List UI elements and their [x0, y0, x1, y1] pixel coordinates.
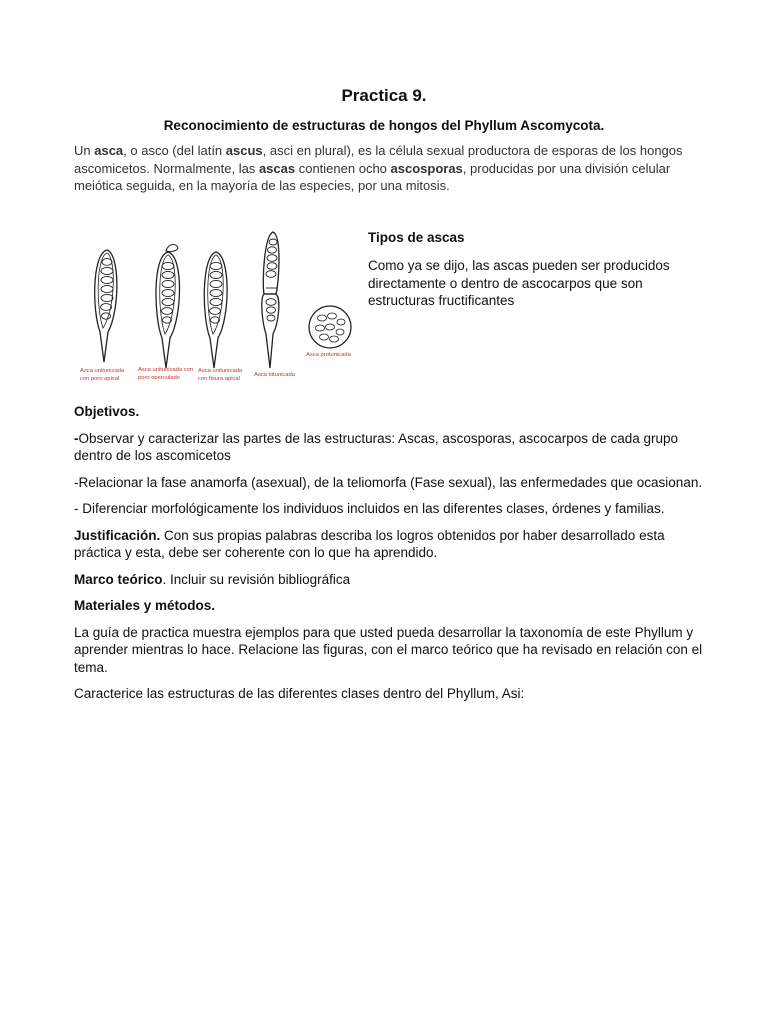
asca-protunicada-drawing: [309, 306, 351, 348]
asca-poro-operculado-drawing: [156, 244, 180, 368]
label-asca-2b: poro operculado: [138, 375, 180, 381]
label-asca-3b: con fisura apical: [198, 376, 240, 382]
intro-text-5: , producidas por una división celular meiótica seguida, en la mayoría de las especies, por una mitosis.: [74, 160, 671, 193]
intro-bold-ascus: ascus: [225, 143, 263, 158]
intro-text-1: Un: [74, 143, 95, 158]
objetivo-item-1-text: Observar y caracterizar las partes de las estructuras: Ascas, ascosporas, ascocarpos de cada grupo dentro de los ascomicetos: [74, 430, 679, 463]
intro-bold-ascas: ascas: [258, 160, 296, 176]
intro-text-3: , asci en plural), es la célula sexual productora de esporas de los hongos ascomicetos. Normalmente, las: [74, 143, 683, 176]
justificacion-text: Con sus propias palabras describa los logros obtenidos por haber desarrollado esta práctica y esta, debe ser coherente con lo que ha aprendido.: [74, 527, 665, 560]
marco-label: Marco teórico: [74, 571, 163, 587]
objetivo-item-2: -Relacionar la fase anamorfa (asexual), de la teliomorfa (Fase sexual), las enfermedades que ocasionan.: [74, 474, 703, 490]
intro-bold-asca: asca: [94, 143, 124, 158]
objetivo-item-3: - Diferenciar morfológicamente los individuos incluidos en las diferentes clases, órdenes y familias.: [74, 501, 665, 516]
intro-text-2: , o asco (del latín: [123, 143, 226, 158]
objetivos-heading: Objetivos.: [74, 404, 140, 419]
materiales-heading: Materiales y métodos.: [74, 598, 216, 613]
tipos-paragraph: Como ya se dijo, las ascas pueden ser producidos directamente o dentro de ascocarpos que son estructuras fructificantes: [368, 258, 670, 308]
materiales-paragraph-2: Caracterice las estructuras de las diferentes clases dentro del Phyllum, Asi:: [74, 686, 525, 701]
main-body: [74, 403, 710, 712]
marco-text: . Incluir su revisión bibliográfica: [162, 571, 351, 587]
intro-text-4: contienen ocho: [295, 160, 391, 176]
justificacion-paragraph: [74, 527, 710, 562]
label-asca-1b: con poro apical: [80, 376, 120, 382]
label-asca-1a: Asca unitunicada: [80, 368, 125, 374]
asca-bitunicada-drawing: [262, 232, 279, 368]
asci-types-figure: [70, 222, 370, 388]
asca-fisura-apical-drawing: [204, 252, 227, 368]
justificacion-label: Justificación.: [74, 527, 161, 543]
label-asca-2a: Asca unitunicada con: [138, 367, 194, 373]
intro-bold-ascosporas: ascosporas: [390, 160, 463, 176]
marco-paragraph: [74, 571, 710, 589]
tipos-heading: Tipos de ascas: [368, 230, 465, 245]
label-asca-5: Asca protunicada: [306, 352, 351, 358]
objetivo-item-1: [74, 430, 710, 465]
materiales-paragraph-1: La guía de practica muestra ejemplos para que usted pueda desarrollar la taxonomía de este Phyllum y aprender mientras lo hace. Relacione las figuras, con el marco teórico que ha revisado en relación con el tema.: [74, 624, 703, 675]
asca-unitunicada-poro-apical-drawing: [95, 250, 117, 362]
page-title: Practica 9.: [341, 86, 427, 105]
objetivo-dash: -: [74, 430, 79, 446]
intro-paragraph: [74, 142, 704, 195]
label-asca-3a: Asca unitunicada: [198, 368, 243, 374]
page-subtitle: Reconocimiento de estructuras de hongos del Phyllum Ascomycota.: [163, 118, 605, 133]
label-asca-4: Asca bitunicada: [254, 372, 295, 378]
